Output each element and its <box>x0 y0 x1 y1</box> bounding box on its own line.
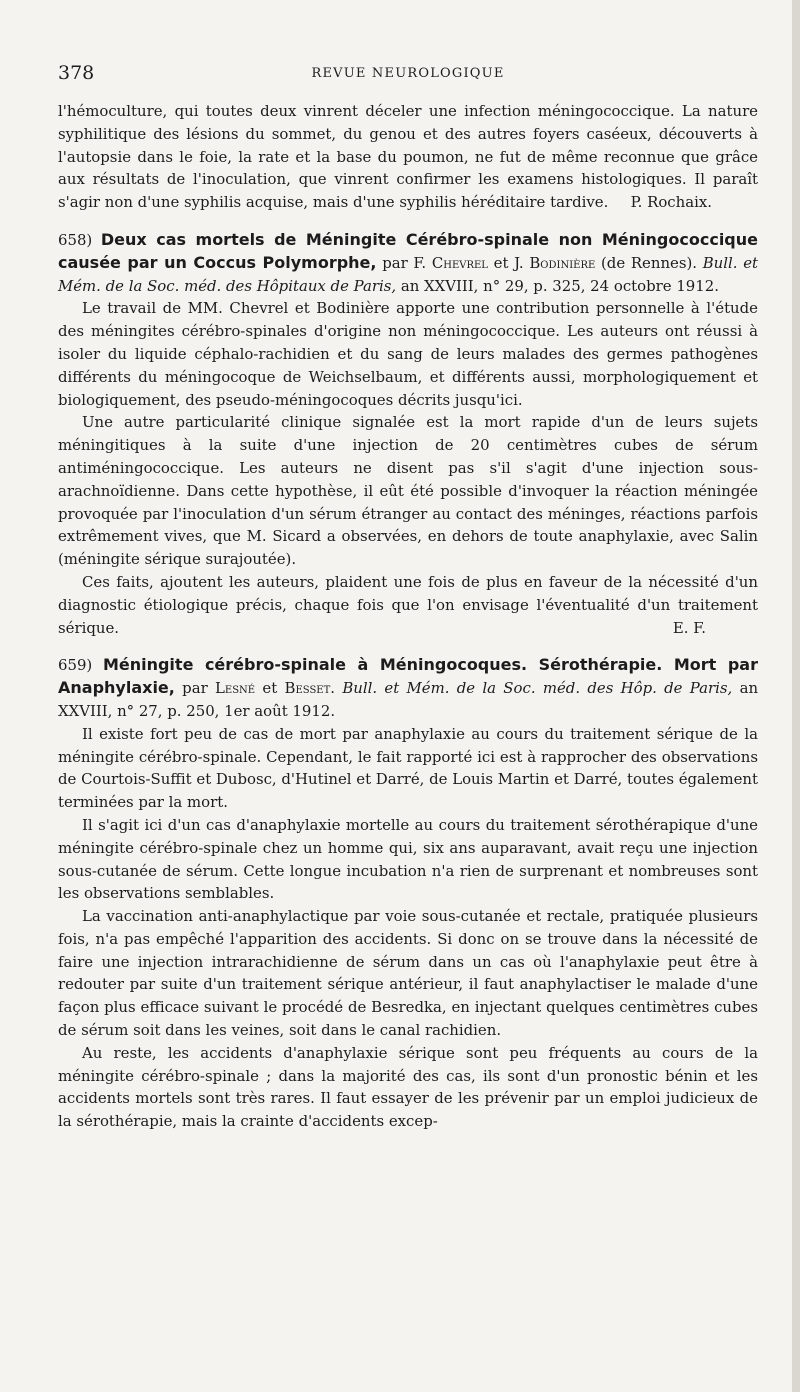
author-name: Chevrel <box>431 253 488 272</box>
byline-and: et <box>262 679 278 698</box>
paragraph: Il existe fort peu de cas de mort par anaphylaxie au cours du traitement sérique de la méningite cérébro-spinale. Cependant, le fait rapporté ici est à rapprocher des observations de Courtois-Suffit et Dubosc, d'Hutinel et Darré, de Louis Martin et Darré, toutes également terminées par la mort. <box>58 724 758 812</box>
article-heading <box>58 654 758 722</box>
byline-and: et J. <box>493 253 524 272</box>
running-title: REVUE NEUROLOGIQUE <box>311 66 505 81</box>
intro-text: l'hémoculture, qui toutes deux vinrent déceler une infection méningococcique. La nature syphilitique des lésions du sommet, du genou et des autres foyers caséeux, découverts à l'autopsie dans le foie, la rate et la base du poumon, ne fut de même reconnue que grâce aux résultats de l'inoculation, que vinrent confirmer les examens histologiques. Il paraît s'agir non d'une syphilis acquise, mais d'une syphilis héréditaire tardive. <box>58 102 758 212</box>
page-number: 378 <box>58 62 95 84</box>
byline-by: par F. <box>382 253 427 272</box>
journal-name: Bull. et Mém. de la Soc. méd. des Hôpitaux de Paris, <box>58 253 759 295</box>
reviewer-signature: E. F. <box>672 618 706 637</box>
paragraph: La vaccination anti-anaphylactique par voie sous-cutanée et rectale, pratiquée plusieurs fois, n'a pas empêché l'apparition des accidents. Si donc on se trouve dans la nécessité de faire une injection intrarachidienne de sérum dans un cas où l'anaphylaxie peut être à redouter par suite d'un traitement sérique antérieur, il faut anaphylactiser le malade d'une façon plus efficace suivant le procédé de Besredka, en injectant quelques centimètres cubes de sérum soit dans les veines, soit dans le canal rachidien. <box>58 907 758 1040</box>
page-edge-shadow <box>792 0 800 1392</box>
byline-by: par <box>182 679 208 698</box>
author-name: Lesné <box>215 679 256 698</box>
intro-signature: P. Rochaix. <box>630 193 712 212</box>
citation: an XXVIII, n° 27, p. 250, 1er août 1912. <box>58 679 759 720</box>
article-heading <box>58 229 758 297</box>
intro-paragraph <box>58 100 758 214</box>
journal-name: Bull. et Mém. de la Soc. méd. des Hôp. de Paris, <box>342 679 733 698</box>
paragraph: Au reste, les accidents d'anaphylaxie sérique sont peu fréquents au cours de la méningite cérébro-spinale ; dans la majorité des cas, ils sont d'un pronostic bénin et les accidents mortels sont très rares. Il faut essayer de les prévenir par un emploi judicieux de la sérothérapie, mais la crainte d'accidents excep- <box>58 1043 758 1131</box>
article-659 <box>58 654 758 1133</box>
paragraph: Une autre particularité clinique signalée est la mort rapide d'un de leurs sujets méningitiques à la suite d'une injection de 20 centimètres cubes de sérum antiméningococcique. Les auteurs ne disent pas s'il s'agit d'une injection sous-arachnoïdienne. Dans cette hypothèse, il eût été possible d'invoquer la réaction méningée provoquée par l'inoculation d'un sérum étranger au contact des méninges, réactions parfois extrêmement vives, que M. Sicard a observées, en dehors de toute anaphylaxie, avec Salin (méningite sérique surajoutée). <box>58 413 758 569</box>
paragraph: Le travail de MM. Chevrel et Bodinière apporte une contribution personnelle à l'étude des méningites cérébro-spinales d'origine non méningococcique. Les auteurs ont réussi à isoler du liquide céphalo-rachidien et du sang de leurs malades des germes pathogènes différents du méningocoque de Weichselbaum, et différents aussi, morphologiquement et biologiquement, des pseudo-méningocoques décrits jusqu'ici. <box>58 299 758 409</box>
page-body <box>58 100 758 1133</box>
article-title: Méningite cérébro-spinale à Méningocoques. Sérothérapie. Mort par Anaphylaxie, <box>58 655 758 698</box>
author-name: Besset. <box>284 679 336 698</box>
paragraph <box>58 571 758 639</box>
paragraph-text: Ces faits, ajoutent les auteurs, plaident une fois de plus en faveur de la nécessité d'un diagnostic étiologique précis, chaque fois que l'on envisage l'éventualité d'un traitement sérique. <box>58 572 758 637</box>
article-658 <box>58 229 758 639</box>
article-number: 658) <box>58 230 93 249</box>
article-number: 659) <box>58 656 93 675</box>
article-title: Deux cas mortels de Méningite Cérébro-spinale non Méningococcique causée par un Coccus Polymorphe, <box>58 229 758 272</box>
author-name: Bodinière <box>529 253 596 272</box>
page-header <box>58 62 758 88</box>
paragraph: Il s'agit ici d'un cas d'anaphylaxie mortelle au cours du traitement sérothérapique d'une méningite cérébro-spinale chez un homme qui, six ans auparavant, avait reçu une injection sous-cutanée de sérum. Cette longue incubation n'a rien de surprenant et nombreuses sont les observations semblables. <box>58 815 758 903</box>
citation: an XXVIII, n° 29, p. 325, 24 octobre 1912. <box>400 276 719 295</box>
author-place: (de Rennes). <box>601 253 698 272</box>
